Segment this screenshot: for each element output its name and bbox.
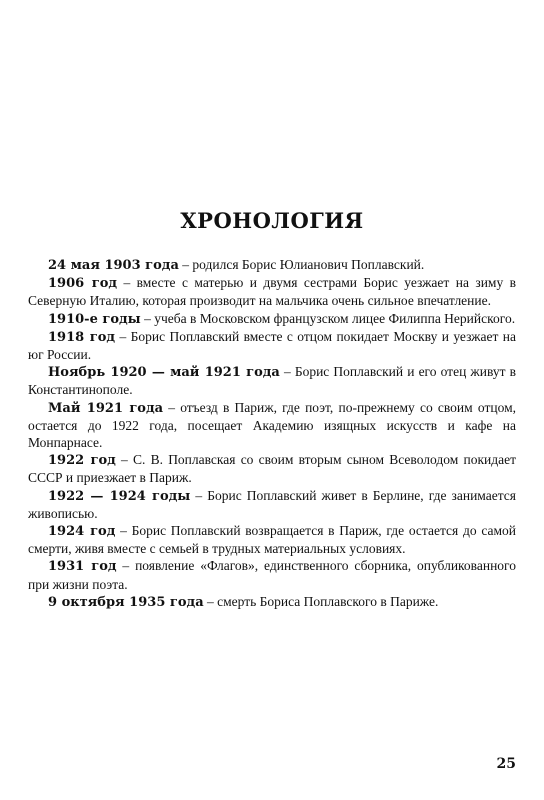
entry-date: 1910-е годы [48, 311, 141, 327]
chronology-entry [28, 310, 516, 328]
chronology-entry [28, 363, 516, 398]
chronology-list [28, 256, 516, 611]
chronology-entry [28, 399, 516, 452]
entry-text: – Борис Поплавский вместе с отцом покидает Москву и уезжает на юг России. [28, 328, 516, 363]
entry-date: 1924 год [48, 524, 116, 540]
page-number: 25 [496, 756, 516, 772]
book-page [28, 0, 516, 800]
entry-date: 24 мая 1903 года [48, 258, 179, 273]
chronology-entry [28, 487, 516, 522]
chronology-entry [28, 593, 516, 611]
chapter-title: ХРОНОЛОГИЯ [180, 208, 364, 233]
entry-date: Май 1921 года [48, 400, 164, 416]
entry-text: – С. В. Поплавская со своим вторым сыном Всеволодом покидает СССР и приезжает в Париж. [28, 452, 516, 486]
chronology-entry [28, 451, 516, 486]
entry-date: 1931 год [48, 559, 117, 575]
entry-text: – смерть Бориса Поплавского в Париже. [203, 593, 439, 609]
entry-text: – Борис Поплавский и его отец живут в Константинополе. [28, 364, 516, 398]
chronology-entry [28, 256, 516, 274]
entry-text: – Борис Поплавский возвращается в Париж, где остается до самой смерти, живя вместе с семьей в трудных материальных условиях. [28, 523, 516, 557]
entry-text: – появление «Флагов», единственного сборника, опубликованного при жизни поэта. [28, 558, 516, 592]
entry-date: 1906 год [48, 276, 118, 292]
entry-text: – родился Борис Юлианович Поплавский. [178, 257, 425, 272]
entry-date: 1922 — 1924 годы [48, 488, 191, 504]
entry-date: 1918 год [48, 329, 116, 345]
entry-text: – вместе с матерью и двумя сестрами Борис уезжает на зиму в Северную Италию, которая производит на мальчика очень сильное впечатление. [28, 275, 517, 309]
entry-date: 9 октября 1935 года [48, 594, 204, 610]
chronology-entry [28, 522, 516, 557]
chronology-entry [28, 557, 516, 592]
entry-text: – Борис Поплавский живет в Берлине, где занимается живописью. [28, 487, 516, 521]
entry-text: – учеба в Московском французском лицее Филиппа Нерийского. [140, 310, 516, 326]
entry-text: – отъезд в Париж, где поэт, по-прежнему со своим отцом, остается до 1922 года, посещает Академию изящных искусств и кафе на Монпарнасе. [28, 399, 516, 451]
chronology-entry [28, 328, 516, 363]
chronology-entry [28, 274, 516, 309]
entry-date: Ноябрь 1920 — май 1921 года [48, 365, 280, 381]
entry-date: 1922 год [48, 453, 116, 469]
